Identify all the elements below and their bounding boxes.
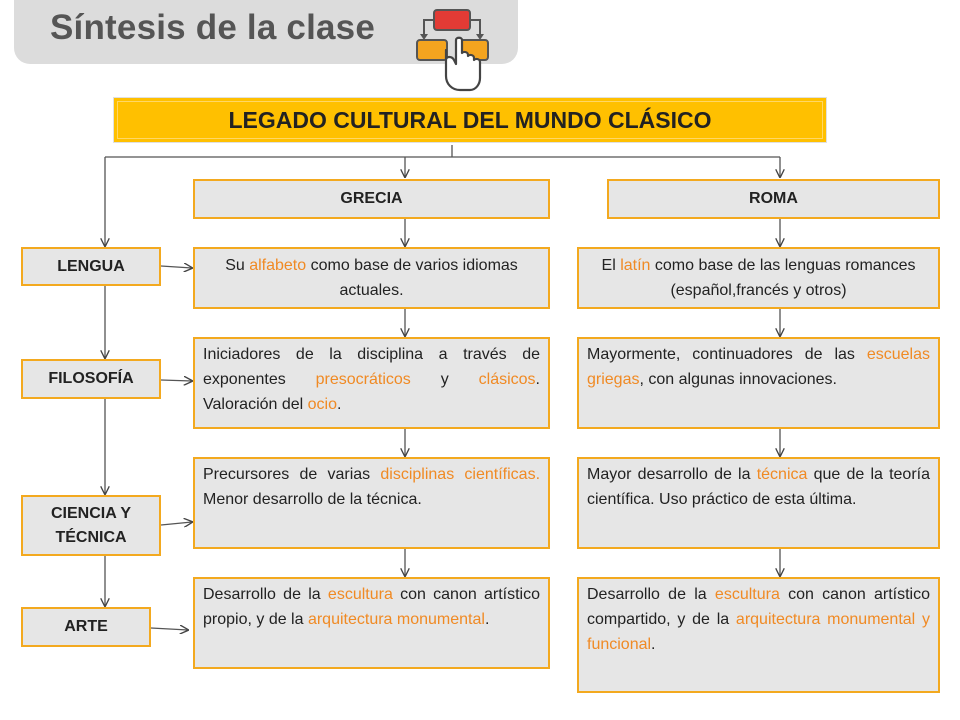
row-header-filosofia — [21, 359, 161, 399]
cell-grecia-lengua — [193, 247, 550, 309]
column-header-label: GRECIA — [340, 190, 403, 207]
cell-roma-ciencia — [577, 457, 940, 549]
cell-text: que de la teoría científica. Uso práctico de esta última. — [587, 466, 930, 508]
row-header-label: CIENCIA Y — [50, 504, 131, 522]
cell-text: con canon artístico propio, y de la — [203, 586, 540, 628]
highlighted-term: arquitectura monumental y funcional — [587, 611, 930, 653]
cell-text: . — [337, 396, 342, 413]
cell-text: . — [651, 636, 656, 653]
diagram-title: LEGADO CULTURAL DEL MUNDO CLÁSICO — [113, 97, 827, 143]
highlighted-term: escultura — [714, 586, 780, 603]
cell-text: Precursores de varias — [203, 466, 381, 483]
highlighted-term: clásicos — [478, 371, 536, 388]
cell-grecia-ciencia — [193, 457, 550, 549]
cell-grecia-filosofia — [193, 337, 550, 429]
row-header-label: TÉCNICA — [55, 528, 127, 546]
row-header-label: FILOSOFÍA — [48, 370, 134, 387]
column-header-grecia — [193, 179, 550, 219]
cell-text: Desarrollo de la — [203, 586, 328, 603]
cell-text: . — [484, 611, 490, 628]
cell-text: como base de las lenguas romances (español,francés y otros) — [650, 257, 916, 299]
cell-text: Su — [225, 257, 250, 274]
highlighted-term: ocio — [307, 396, 338, 413]
cell-text: Desarrollo de la — [587, 586, 715, 603]
column-header-label: ROMA — [749, 190, 798, 207]
cell-text: El — [601, 257, 621, 274]
page-title: Síntesis de la clase — [50, 8, 376, 47]
cell-text: como base de varios idiomas actuales. — [306, 257, 518, 299]
cell-text: Mayor desarrollo de la — [587, 466, 757, 483]
cell-roma-filosofia — [577, 337, 940, 429]
cell-grecia-arte — [193, 577, 550, 669]
cell-text: con canon artístico compartido, y de la — [587, 586, 930, 628]
cell-text: , con algunas innovaciones. — [639, 371, 837, 388]
highlighted-term: presocráticos — [315, 371, 411, 388]
row-header-ciencia-tecnica — [21, 495, 161, 556]
highlighted-term: técnica — [756, 466, 808, 483]
highlighted-term: arquitectura monumental — [307, 611, 485, 628]
row-header-lengua — [21, 247, 161, 286]
cell-text: y — [410, 371, 479, 388]
highlighted-term: escuelas griegas — [587, 346, 930, 388]
highlighted-term: disciplinas científicas. — [380, 466, 541, 483]
highlighted-term: alfabeto — [249, 257, 307, 274]
cell-text: Mayormente, continuadores de las — [587, 346, 867, 363]
column-header-roma — [607, 179, 940, 219]
cell-text: Iniciadores de la disciplina a través de exponentes — [203, 346, 540, 388]
cell-roma-arte — [577, 577, 940, 693]
cell-text: . Valoración del — [203, 371, 540, 413]
highlighted-term: escultura — [327, 586, 393, 603]
highlighted-term: latín — [620, 257, 651, 274]
row-header-label: LENGUA — [57, 257, 125, 275]
cell-roma-lengua — [577, 247, 940, 309]
row-header-label: ARTE — [64, 618, 108, 635]
cell-text: Menor desarrollo de la técnica. — [203, 491, 422, 508]
row-header-arte — [21, 607, 151, 647]
